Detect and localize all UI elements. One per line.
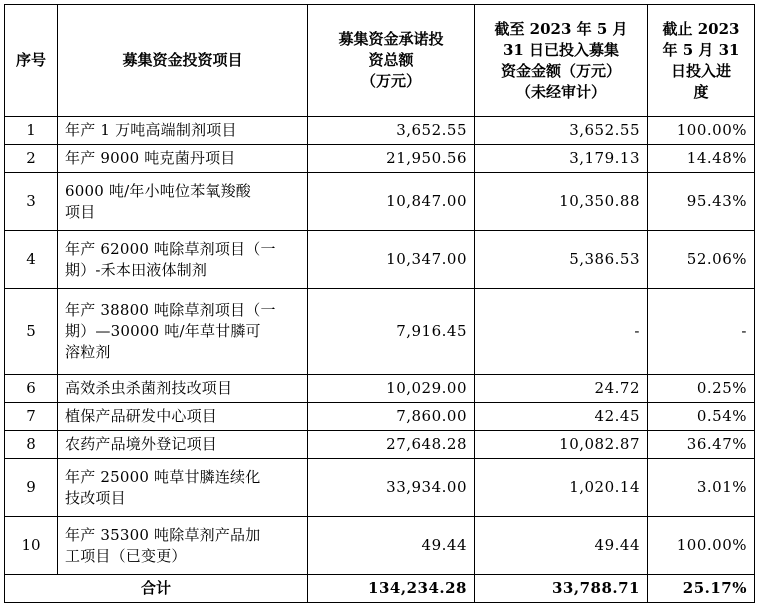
total-progress: 25.17% — [648, 575, 755, 603]
header-invested — [475, 5, 648, 117]
project-name-line: 植保产品研发中心项目 — [65, 407, 218, 425]
row-progress: 14.48% — [648, 145, 755, 173]
project-name-line: 年产 38800 吨除草剂项目（一 — [65, 301, 276, 319]
row-invested: 10,350.88 — [475, 173, 648, 231]
row-invested: - — [475, 289, 648, 375]
project-name-line: 期）—30000 吨/年草甘膦可 — [65, 322, 261, 340]
header-index: 序号 — [5, 5, 58, 117]
project-name-line: 期）-禾本田液体制剂 — [65, 260, 208, 279]
header-progress — [648, 5, 755, 117]
row-invested: 49.44 — [475, 517, 648, 575]
project-name-line: 技改项目 — [65, 488, 126, 507]
project-name-line: 年产 62000 吨除草剂项目（一 — [65, 239, 276, 258]
row-committed: 10,029.00 — [308, 375, 475, 403]
row-progress: 95.43% — [648, 173, 755, 231]
row-invested: 5,386.53 — [475, 231, 648, 289]
table-row — [5, 375, 755, 403]
row-index: 10 — [5, 517, 58, 575]
row-invested: 3,179.13 — [475, 145, 648, 173]
row-index: 1 — [5, 117, 58, 145]
row-committed: 7,860.00 — [308, 403, 475, 431]
row-project-name — [58, 231, 308, 289]
header-invested-line: 31 日已投入募集 — [502, 40, 620, 59]
row-index: 9 — [5, 459, 58, 517]
row-progress: 100.00% — [648, 517, 755, 575]
row-progress: - — [648, 289, 755, 375]
header-progress-line: 截止 2023 — [662, 19, 740, 38]
header-committed-line: 募集资金承诺投 — [338, 30, 444, 48]
total-committed: 134,234.28 — [308, 575, 475, 603]
project-name-line: 年产 25000 吨草甘膦连续化 — [65, 467, 261, 486]
row-invested: 3,652.55 — [475, 117, 648, 145]
total-row — [5, 575, 755, 603]
row-committed: 10,347.00 — [308, 231, 475, 289]
table-row — [5, 517, 755, 575]
header-progress-line: 年 5 月 31 — [662, 40, 740, 59]
row-progress: 36.47% — [648, 431, 755, 459]
row-index: 5 — [5, 289, 58, 375]
project-name-line: 年产 9000 吨克菌丹项目 — [65, 149, 236, 167]
row-committed: 27,648.28 — [308, 431, 475, 459]
row-committed: 21,950.56 — [308, 145, 475, 173]
row-committed: 10,847.00 — [308, 173, 475, 231]
fund-investment-table — [4, 4, 755, 603]
total-label: 合计 — [5, 575, 308, 603]
row-project-name — [58, 517, 308, 575]
header-progress-line: 日投入进 — [670, 61, 731, 80]
header-project: 募集资金投资项目 — [58, 5, 308, 117]
header-committed-line: （万元） — [360, 72, 421, 90]
row-index: 7 — [5, 403, 58, 431]
row-index: 3 — [5, 173, 58, 231]
row-progress: 3.01% — [648, 459, 755, 517]
row-committed: 7,916.45 — [308, 289, 475, 375]
project-name-line: 项目 — [65, 202, 96, 221]
row-project-name — [58, 145, 308, 173]
row-progress: 0.25% — [648, 375, 755, 403]
row-project-name — [58, 375, 308, 403]
row-project-name — [58, 173, 308, 231]
project-name-line: 年产 35300 吨除草剂产品加 — [65, 525, 261, 544]
row-progress: 52.06% — [648, 231, 755, 289]
row-index: 2 — [5, 145, 58, 173]
header-invested-line: （未经审计） — [515, 82, 606, 101]
table-row — [5, 145, 755, 173]
project-name-line: 6000 吨/年小吨位苯氧羧酸 — [65, 181, 251, 200]
row-project-name — [58, 459, 308, 517]
total-invested: 33,788.71 — [475, 575, 648, 603]
row-index: 4 — [5, 231, 58, 289]
table-row — [5, 173, 755, 231]
table-row — [5, 459, 755, 517]
row-project-name — [58, 403, 308, 431]
row-project-name — [58, 117, 308, 145]
row-invested: 10,082.87 — [475, 431, 648, 459]
project-name-line: 年产 1 万吨高端制剂项目 — [65, 121, 237, 139]
row-project-name — [58, 289, 308, 375]
header-row — [5, 5, 755, 117]
row-invested: 1,020.14 — [475, 459, 648, 517]
row-progress: 0.54% — [648, 403, 755, 431]
row-committed: 49.44 — [308, 517, 475, 575]
row-index: 8 — [5, 431, 58, 459]
row-committed: 33,934.00 — [308, 459, 475, 517]
project-name-line: 工项目（已变更） — [65, 546, 187, 565]
header-invested-line: 截至 2023 年 5 月 — [494, 19, 628, 38]
header-invested-line: 资金金额（万元） — [500, 61, 621, 80]
row-project-name — [58, 431, 308, 459]
project-name-line: 溶粒剂 — [65, 343, 111, 361]
table-row — [5, 231, 755, 289]
row-progress: 100.00% — [648, 117, 755, 145]
row-invested: 42.45 — [475, 403, 648, 431]
table-row — [5, 289, 755, 375]
row-index: 6 — [5, 375, 58, 403]
table-row — [5, 117, 755, 145]
row-committed: 3,652.55 — [308, 117, 475, 145]
table-row — [5, 431, 755, 459]
header-committed-line: 资总额 — [368, 51, 414, 69]
project-name-line: 农药产品境外登记项目 — [65, 435, 218, 453]
project-name-line: 高效杀虫杀菌剂技改项目 — [65, 379, 233, 397]
header-committed — [308, 5, 475, 117]
header-progress-line: 度 — [693, 82, 709, 101]
row-invested: 24.72 — [475, 375, 648, 403]
table-row — [5, 403, 755, 431]
